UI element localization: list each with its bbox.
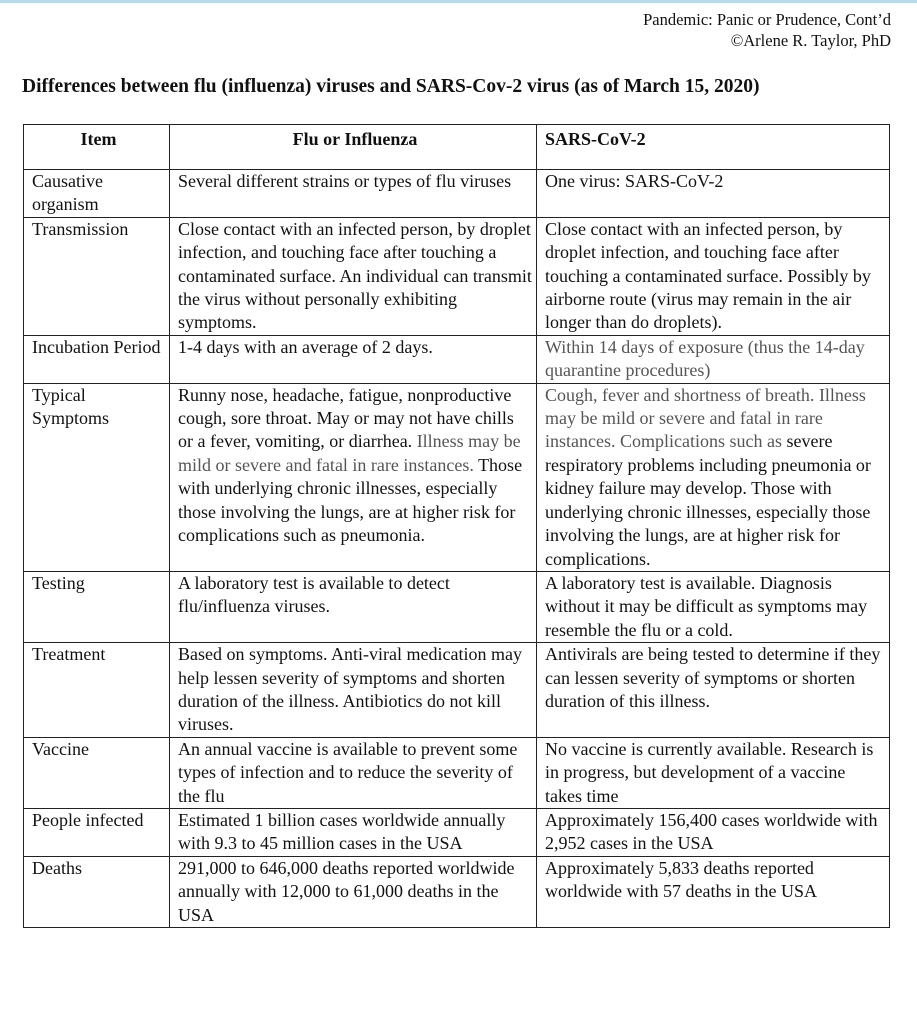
document-heading: Differences between flu (influenza) viruses and SARS-Cov-2 virus (as of March 15, 2020): [22, 76, 760, 97]
table-row-transmission: [24, 217, 890, 335]
table-header-row: [24, 125, 890, 170]
table-row-treatment: [24, 643, 890, 738]
flu-symptoms-text: Runny nose, headache, fatigue, nonproductive cough, sore throat. May or may not have chills or a fever, vomiting, or diarrhea.: [178, 384, 514, 452]
column-header-item: Item: [24, 125, 170, 170]
sars-cell: Antivirals are being tested to determine if they can lessen severity of symptoms or shorten duration of this illness.: [537, 643, 890, 738]
sars-cell: No vaccine is currently available. Research is in progress, but development of a vaccine takes time: [537, 737, 890, 808]
flu-cell: [170, 383, 537, 571]
row-label: Incubation Period: [24, 335, 170, 383]
top-border-line: [0, 0, 917, 3]
table-row-incubation-period: [24, 335, 890, 383]
header-series-title: Pandemic: Panic or Prudence, Cont’d: [643, 10, 891, 29]
table-row-testing: [24, 571, 890, 642]
flu-risk-text: Those with underlying chronic illnesses, especially those involving the lungs, are at higher risk for complications such as pneumonia.: [178, 454, 523, 546]
row-label: Treatment: [24, 643, 170, 738]
row-label: Testing: [24, 571, 170, 642]
table-row-causative-organism: [24, 170, 890, 218]
row-label: Causative organism: [24, 170, 170, 218]
sars-cell: Within 14 days of exposure (thus the 14-day quarantine procedures): [537, 335, 890, 383]
sars-cell: [537, 383, 890, 571]
row-label: People infected: [24, 808, 170, 856]
comparison-table: [23, 124, 890, 928]
sars-severity-text: Illness may be mild or severe and fatal in rare instances. Complications such as: [545, 384, 866, 452]
sars-cell: One virus: SARS-CoV-2: [537, 170, 890, 218]
header-author: ©Arlene R. Taylor, PhD: [730, 31, 891, 50]
table-row-deaths: [24, 856, 890, 927]
flu-cell: Close contact with an infected person, by droplet infection, and touching face after touching a contaminated surface. An individual can transmit the virus without personally exhibiting symptoms.: [170, 217, 537, 335]
table-row-typical-symptoms: [24, 383, 890, 571]
sars-cell: A laboratory test is available. Diagnosis without it may be difficult as symptoms may resemble the flu or a cold.: [537, 571, 890, 642]
sars-symptoms-text: Cough, fever and shortness of breath.: [545, 384, 815, 405]
sars-risk-text: severe respiratory problems including pneumonia or kidney failure may develop. Those with underlying chronic illnesses, especially those involving the lungs, are at higher risk for complications.: [545, 431, 871, 569]
sars-cell: Approximately 156,400 cases worldwide with 2,952 cases in the USA: [537, 808, 890, 856]
flu-cell: 291,000 to 646,000 deaths reported worldwide annually with 12,000 to 61,000 deaths in the USA: [170, 856, 537, 927]
sars-cell: Approximately 5,833 deaths reported worldwide with 57 deaths in the USA: [537, 856, 890, 927]
flu-cell: A laboratory test is available to detect flu/influenza viruses.: [170, 571, 537, 642]
flu-severity-text: Illness may be mild or severe and fatal in rare instances.: [178, 431, 521, 475]
sars-cell: Close contact with an infected person, by droplet infection, and touching face after touching a contaminated surface. Possibly by airborne route (virus may remain in the air longer than do droplets).: [537, 217, 890, 335]
flu-cell: Several different strains or types of flu viruses: [170, 170, 537, 218]
table-row-vaccine: [24, 737, 890, 808]
page-header: [643, 9, 891, 51]
row-label: Vaccine: [24, 737, 170, 808]
flu-cell: Based on symptoms. Anti-viral medication may help lessen severity of symptoms and shorten duration of the illness. Antibiotics do not kill viruses.: [170, 643, 537, 738]
flu-cell: Estimated 1 billion cases worldwide annually with 9.3 to 45 million cases in the USA: [170, 808, 537, 856]
row-label: Deaths: [24, 856, 170, 927]
column-header-flu: Flu or Influenza: [170, 125, 537, 170]
row-label: Typical Symptoms: [24, 383, 170, 571]
column-header-sars: SARS-CoV-2: [537, 125, 890, 170]
flu-cell: 1-4 days with an average of 2 days.: [170, 335, 537, 383]
flu-cell: An annual vaccine is available to prevent some types of infection and to reduce the severity of the flu: [170, 737, 537, 808]
row-label: Transmission: [24, 217, 170, 335]
table-row-people-infected: [24, 808, 890, 856]
